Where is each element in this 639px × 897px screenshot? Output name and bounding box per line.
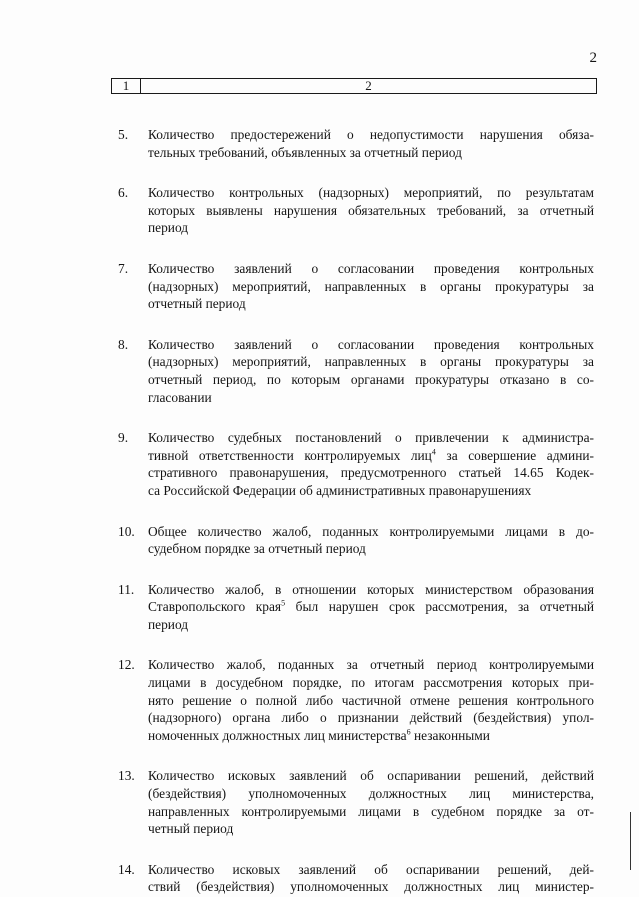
item-number: 8. [118,336,129,352]
margin-mark [630,812,632,870]
item-line: тельных требований, объявленных за отчетный период [148,144,462,160]
list-item [112,260,594,313]
item-text [148,767,594,837]
item-text [148,336,594,406]
header-table [111,78,597,94]
item-line: отчетный период, по которым органами прокуратуры отказано в со- [148,371,594,387]
list-item [112,656,594,744]
item-text [148,260,594,313]
item-line: судебном порядке за отчетный период [148,541,366,557]
list-item [112,581,594,634]
item-line: (надзорного) органа либо о признании действий (бездействия) упол- [148,710,594,726]
item-line: Количество исковых заявлений об оспаривании решений, дей- [148,861,594,877]
list-item [112,523,594,558]
item-line-part: Ставропольского края [148,599,282,615]
list-item [112,767,594,837]
item-line [148,447,594,465]
item-number: 13. [118,768,135,784]
page-number: 2 [589,50,597,66]
item-line: четный период [148,821,234,837]
item-number: 14. [118,861,135,877]
item-text [148,861,594,896]
item-line: период [148,616,189,632]
item-line [148,598,594,616]
footnote-marker: 5 [281,598,286,608]
item-number: 6. [118,185,129,201]
header-cell-col2: 2 [365,78,372,93]
item-line: са Российской Федерации об административных правонарушениях [148,482,532,498]
item-text [148,523,594,558]
item-line-part: за совершение админи- [446,447,594,463]
item-line-part: был нарушен срок рассмотрения, за отчетный [295,599,594,615]
footnote-marker: 4 [431,447,436,457]
header-cell-col1: 1 [112,79,141,93]
item-line: направленных контролируемыми лицами в судебном порядке за от- [148,803,594,819]
item-line: Количество предостережений о недопустимости нарушения обяза- [148,127,594,142]
item-text [148,184,594,237]
item-line: отчетный период [148,296,246,312]
item-line: которых выявлены нарушения обязательных требований, за отчетный [148,202,594,218]
list-item [112,126,594,161]
item-line: нято решение о полной либо частичной отмене решения контрольного [148,692,594,708]
footnote-marker: 6 [406,727,411,737]
item-line-part: номоченных должностных лиц министерства [148,727,407,743]
item-line-part: тивной ответственности контролируемых лиц [148,447,432,463]
item-line: (надзорных) мероприятий, направленных в органы прокуратуры за [148,278,594,294]
item-line: период [148,220,189,236]
item-line-part: незаконными [413,727,490,743]
item-line: Количество заявлений о согласовании проведения контрольных [148,260,594,276]
list-item [112,429,594,499]
item-line: стративного правонарушения, предусмотренного статьей 14.65 Кодек- [148,465,594,481]
list-item [112,184,594,237]
list-item [112,861,594,896]
item-number: 10. [118,523,135,539]
item-text [148,429,594,499]
item-number: 12. [118,657,135,673]
item-line: Количество контрольных (надзорных) мероприятий, по результатам [148,185,594,201]
item-number: 11. [118,581,135,597]
item-line: Общее количество жалоб, поданных контролируемыми лицами в до- [148,523,594,539]
item-line: Количество жалоб, в отношении которых министерством образования [148,581,594,597]
item-number: 7. [118,260,129,276]
item-text [148,126,594,161]
item-number: 9. [118,430,129,446]
list-item [112,336,594,406]
item-line: гласовании [148,389,212,405]
item-line: ствий (бездействия) уполномоченных должностных лиц министер- [148,879,594,895]
item-line: (надзорных) мероприятий, направленных в органы прокуратуры за [148,354,594,370]
item-line: лицами в досудебном порядке, по итогам рассмотрения которых при- [148,675,594,691]
item-line: Количество жалоб, поданных за отчетный период контролируемыми [148,657,594,673]
item-line: Количество исковых заявлений об оспаривании решений, действий [148,768,594,784]
item-text [148,581,594,634]
item-number: 5. [118,127,129,142]
item-line: Количество судебных постановлений о привлечении к администра- [148,430,594,446]
item-text [148,656,594,744]
item-line: (бездействия) уполномоченных должностных лиц министерства, [148,786,594,802]
item-list [112,126,594,896]
item-line: Количество заявлений о согласовании проведения контрольных [148,336,594,352]
item-line [148,727,594,745]
